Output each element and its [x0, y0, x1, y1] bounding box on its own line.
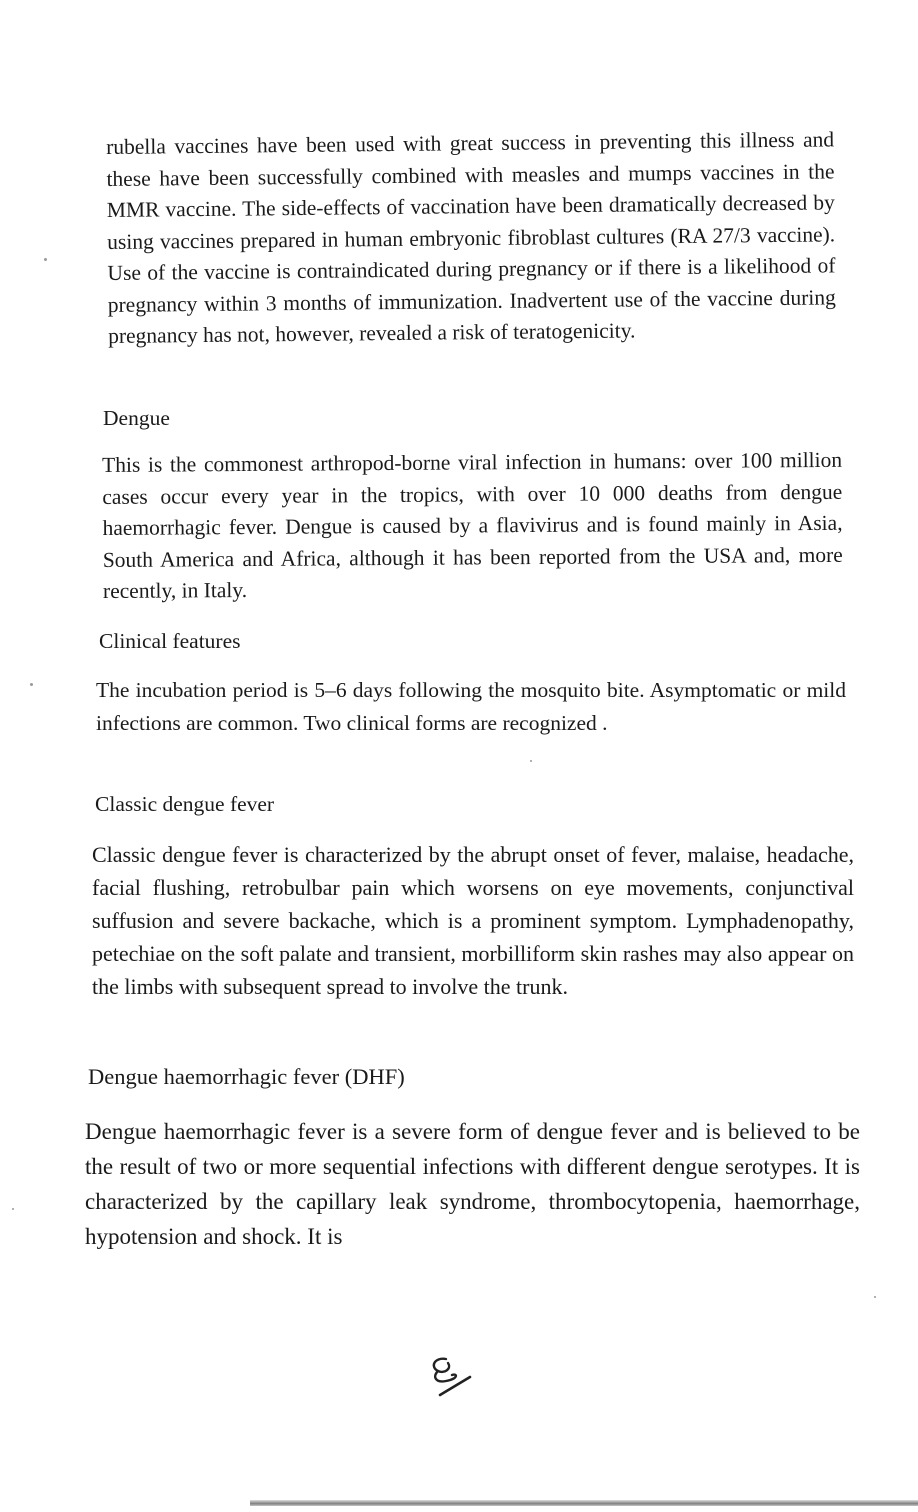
scan-speck [44, 258, 47, 261]
scan-bottom-edge [250, 1500, 918, 1506]
paragraph-dengue: This is the commonest arthropod-borne viral infection in humans: over 100 million cases occur every year in the tropics, with over 10 000 deaths from dengue haemorrhagic fever. Dengue is caused by a flavivirus and is found mainly in Asia, South America and Africa, although it has been reported from the USA and, more recently, in Italy. [102, 447, 843, 603]
paragraph-rubella-vaccine: rubella vaccines have been used with great success in preventing this illness and these have been successfully combined with measles and mumps vaccines in the MMR vaccine. The side-effects of vaccination have been dramatically decreased by using vaccines prepared in human embryonic fibroblast cultures (RA 27/3 vaccine). Use of the vaccine is contraindicated during pregnancy or if there is a likelihood of pregnancy within 3 months of immunization. Inadvertent use of the vaccine during pregnancy has not, however, revealed a risk of teratogenicity. [106, 127, 836, 348]
heading-clinical-features: Clinical features [99, 629, 241, 653]
scan-speck [12, 1208, 14, 1210]
paragraph-dengue-haemorrhagic-fever: Dengue haemorrhagic fever is a severe form of dengue fever and is believed to be the result of two or more sequential infections with different dengue serotypes. It is characterized by the capillary leak syndrome, thrombocytopenia, haemorrhage, hypotension and shock. It is [85, 1119, 860, 1249]
scan-speck [530, 760, 532, 762]
scan-speck [30, 683, 33, 686]
scan-speck [874, 1296, 876, 1298]
paragraph-classic-dengue-fever: Classic dengue fever is characterized by the abrupt onset of fever, malaise, headache, facial flushing, retrobulbar pain which worsens on eye movements, conjunctival suffusion and severe backache, which is a prominent symptom. Lymphadenopathy, petechiae on the soft palate and transient, morbilliform skin rashes may also appear on the limbs with subsequent spread to involve the trunk. [92, 842, 854, 999]
heading-dengue: Dengue [103, 406, 170, 430]
handwritten-page-number-icon [424, 1353, 476, 1403]
paragraph-clinical-features: The incubation period is 5–6 days following the mosquito bite. Asymptomatic or mild infections are common. Two clinical forms are recognized . [96, 678, 846, 735]
heading-classic-dengue-fever: Classic dengue fever [95, 792, 275, 816]
heading-dengue-haemorrhagic-fever: Dengue haemorrhagic fever (DHF) [88, 1064, 405, 1089]
